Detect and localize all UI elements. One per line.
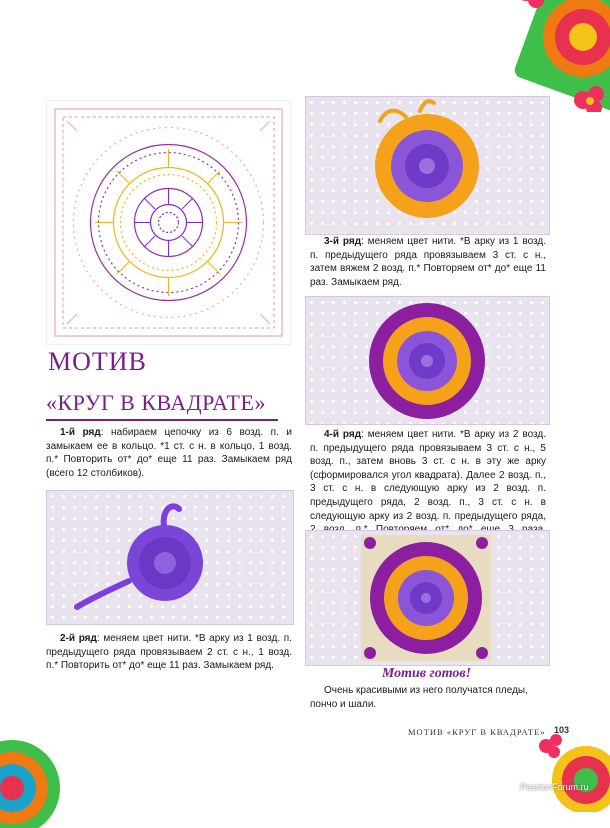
row3-instructions bbox=[310, 235, 546, 289]
row4-text: : меняем цвет нити. *В арку из 2 возд. п. предыдущего ряда провязываем 3 ст. с н., 5 возд. п., затем вновь 3 ст. с н. в эту же арку (сформировался угол квадрата). Далее 2 возд. п., 3 ст. с н. в следующую арку из 2 возд. п. предыдущего ряда, 2 возд. п., 3 ст. с н. в следующую арку из 2 возд. п. предыдущего ряда, bbox=[310, 429, 546, 522]
finished-square-photo bbox=[305, 530, 550, 666]
magenta-circle-image bbox=[306, 297, 549, 424]
row2-label: 2-й ряд bbox=[60, 633, 97, 644]
motif-title-line1: МОТИВ bbox=[48, 347, 147, 376]
row3-label: 3-й ряд bbox=[324, 236, 362, 247]
crochet-flower-bottom-left bbox=[0, 718, 82, 828]
row3-photo bbox=[305, 296, 550, 425]
page-number: 103 bbox=[554, 725, 570, 735]
motif-title-line2: «КРУГ В КВАДРАТЕ» bbox=[46, 390, 266, 415]
watermark: PassionForum.ru bbox=[520, 782, 589, 792]
crochet-chart bbox=[46, 100, 291, 345]
row2-instructions bbox=[46, 632, 292, 673]
row1-label: 1-й ряд bbox=[60, 427, 101, 438]
purple-circle-image bbox=[47, 491, 293, 624]
final-note-text: Очень красивыми из него получатся пледы, пончо и шали. bbox=[310, 685, 528, 710]
row1-text: : набираем цепочку из 6 возд. п. и замыкаем ее в кольцо. *1 ст. с н. в кольцо, 1 возд. п.* Повторить от* до* еще 11 раз. Замыкаем ряд (всего 12 столбиков). bbox=[46, 427, 292, 479]
crochet-flower-bottom-right bbox=[538, 732, 610, 812]
row4-label: 4-й ряд bbox=[324, 429, 362, 440]
title-underline bbox=[46, 419, 278, 421]
orange-circle-image bbox=[306, 97, 549, 234]
row1-photo bbox=[46, 490, 294, 625]
row3-text: : меняем цвет нити. *В арку из 1 возд. п. предыдущего ряда провязываем 3 ст. с н., затем вяжем 2 возд. п.* Повторяем от* до* еще 11 раз. Замыкаем ряд. bbox=[310, 236, 546, 288]
row2-photo bbox=[305, 96, 550, 235]
row2-text: : меняем цвет нити. *В арку из 1 возд. п. предыдущего ряда провязываем 2 ст. с н., 1 возд. п.* Повторить от* до* еще 11 раз. Замыкаем ряд. bbox=[46, 633, 292, 672]
ready-caption: Мотив готов! bbox=[381, 666, 472, 681]
granny-square-image bbox=[306, 531, 549, 665]
running-title: МОТИВ «КРУГ В КВАДРАТЕ» bbox=[408, 727, 546, 737]
row1-instructions bbox=[46, 426, 292, 480]
final-note bbox=[310, 684, 546, 711]
